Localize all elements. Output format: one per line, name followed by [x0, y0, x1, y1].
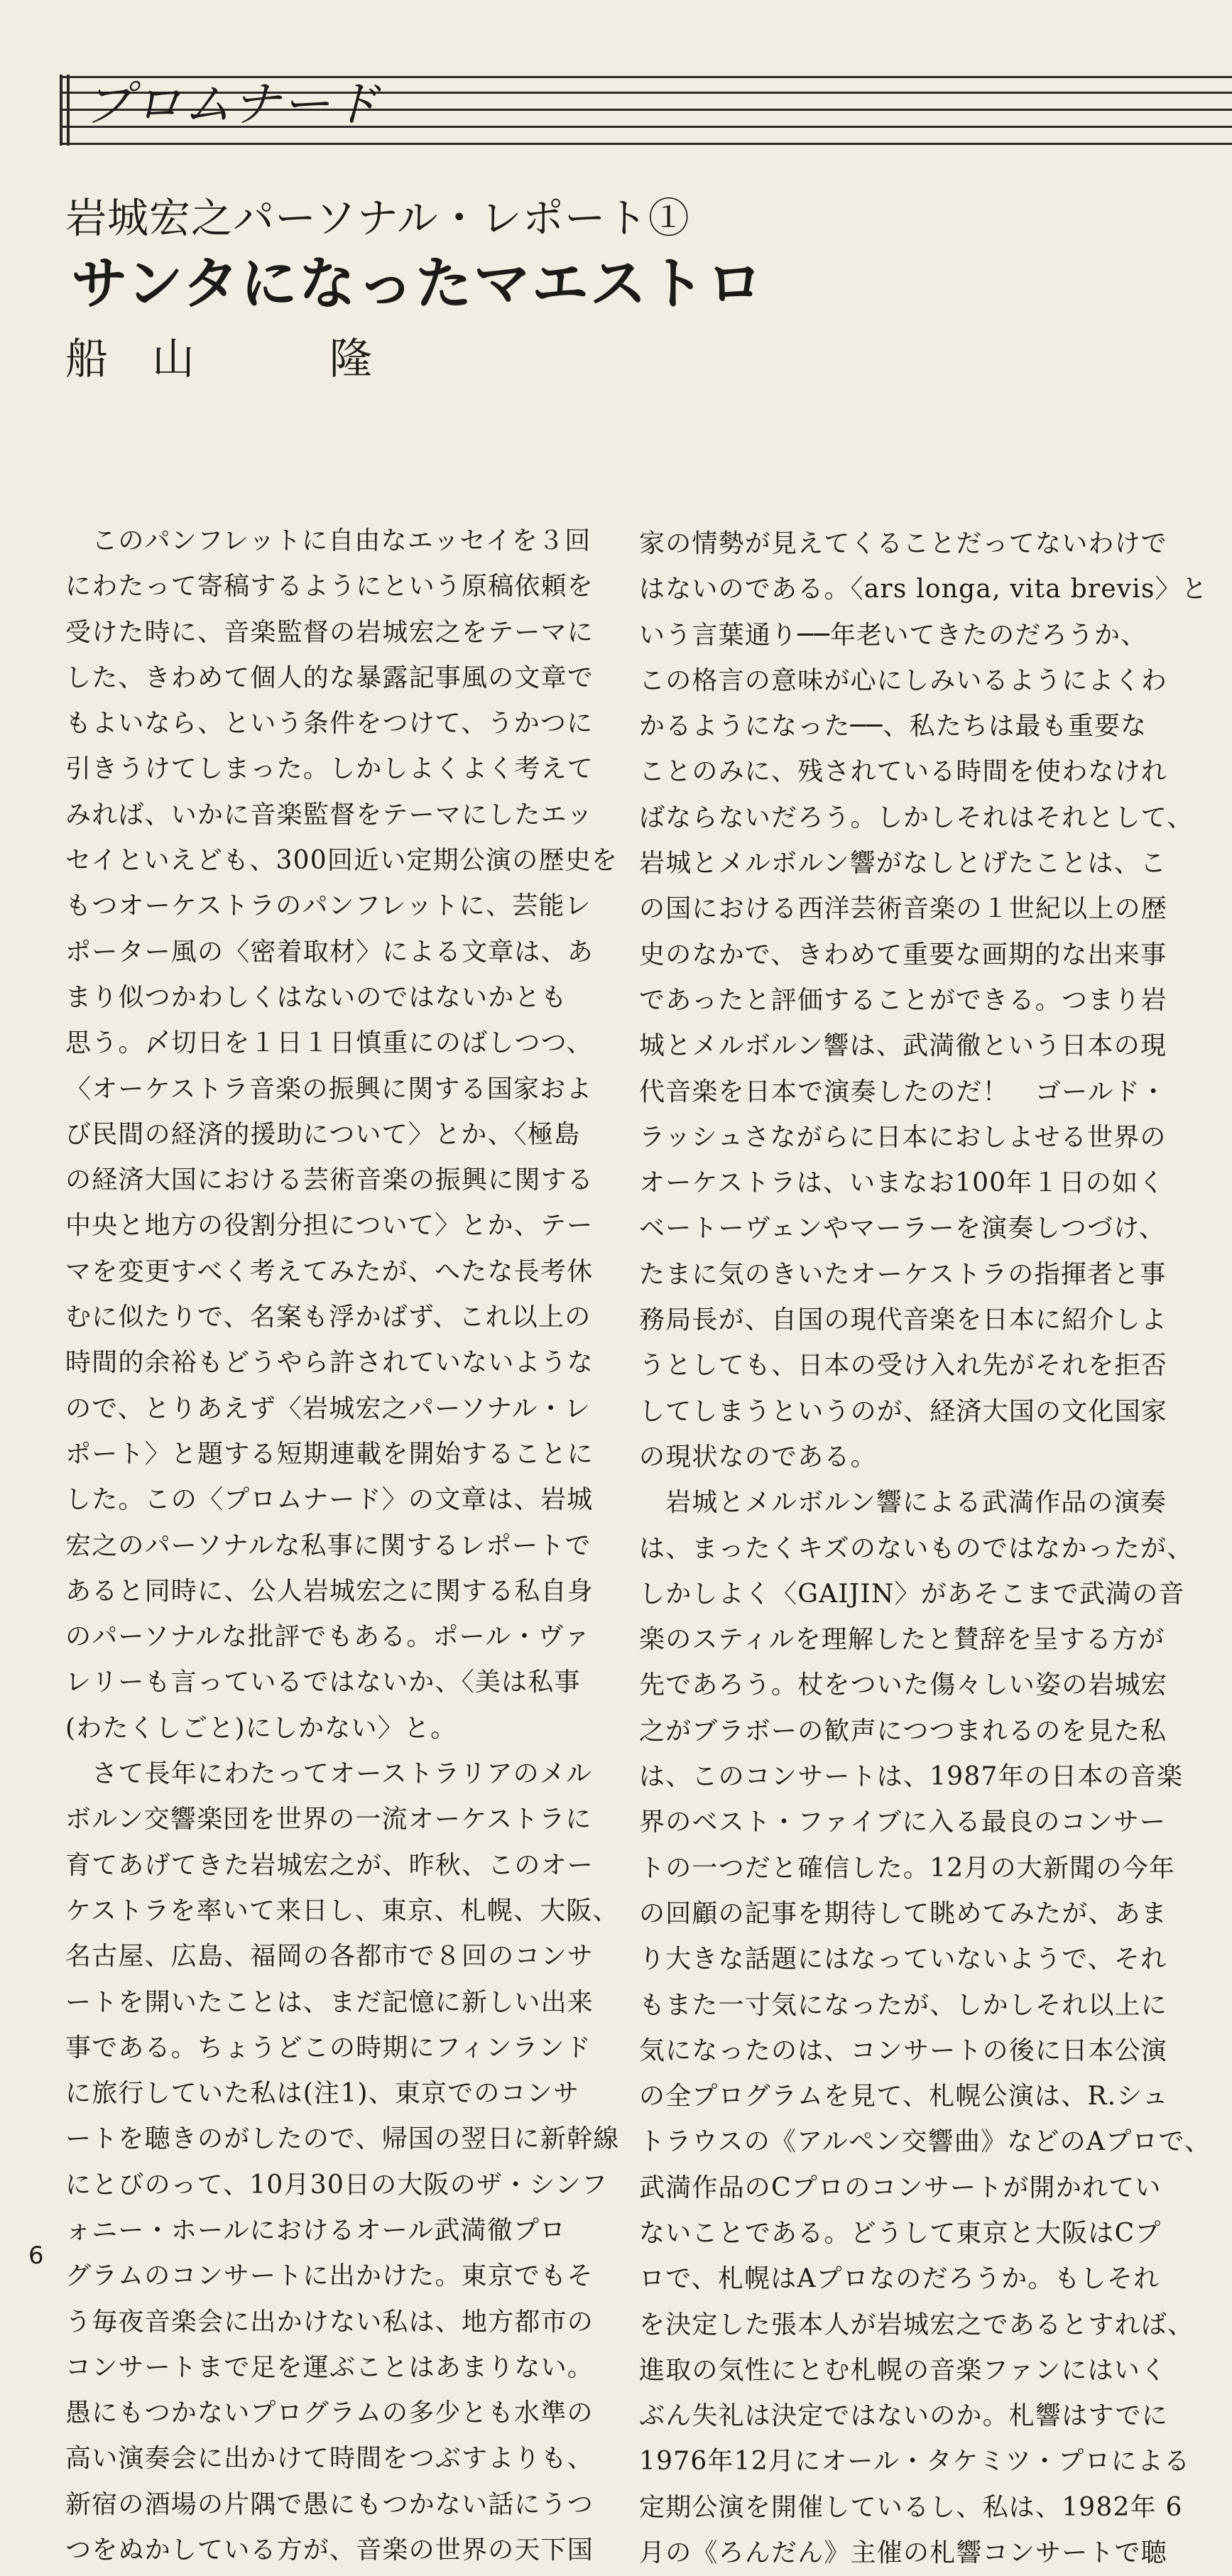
- text-line: 岩城とメルボルン響がなしとげたことは、こ: [639, 849, 1167, 879]
- text-line: かるようになった──、私たちは最も重要な: [639, 712, 1147, 741]
- text-line: の全プログラムを見て、札幌公演は、R.シュ: [639, 2082, 1169, 2112]
- author-name-part: 船: [65, 335, 108, 384]
- text-line: 高い演奏会に出かけて時間をつぶすよりも、: [65, 2444, 594, 2474]
- section-title: プロムナード: [84, 77, 381, 133]
- text-line: ォニー・ホールにおけるオール武満徹プロ: [65, 2215, 567, 2245]
- text-line: を決定した張本人が岩城宏之であるとすれば、: [639, 2310, 1194, 2339]
- text-line: の国における西洋芸術音楽の１世紀以上の歴: [639, 894, 1168, 924]
- text-line: ケストラを率いて来日し、東京、札幌、大阪、: [65, 1896, 619, 1925]
- text-line: り大きな話題にはなっていないようで、それ: [639, 1945, 1167, 1974]
- text-line: 宏之のパーソナルな私事に関するレポートで: [65, 1531, 592, 1560]
- text-line: ポーター風の〈密着取材〉による文章は、あ: [65, 937, 594, 967]
- text-line: 新宿の酒場の片隅で愚にもつかない話にうつ: [65, 2489, 594, 2519]
- text-line: 務局長が、自国の現代音楽を日本に紹介しよ: [639, 1305, 1168, 1335]
- text-line: しかしよく〈GAIJIN〉があそこまで武満の音: [639, 1579, 1185, 1609]
- text-line: もよいなら、という条件をつけて、うかつに: [65, 709, 594, 739]
- text-line: 事である。ちょうどこの時期にフィンランド: [65, 2033, 592, 2063]
- text-line: う毎夜音楽会に出かけない私は、地方都市の: [65, 2307, 594, 2337]
- text-line: にわたって寄稿するようにという原稿依頼を: [65, 572, 594, 602]
- text-line: ラッシュさながらに日本におしよせる世界の: [639, 1122, 1167, 1152]
- text-line: たまに気のきいたオーケストラの指揮者と事: [639, 1259, 1167, 1289]
- text-line: した。この〈プロムナード〉の文章は、岩城: [65, 1485, 594, 1515]
- text-line: 思う。〆切日を１日１日慎重にのばしつつ、: [65, 1028, 593, 1058]
- text-line: の経済大国における芸術音楽の振興に関する: [65, 1165, 594, 1195]
- text-line: ベートーヴェンやマーラーを演奏しつづけ、: [639, 1214, 1166, 1244]
- text-line: セイといえども、300回近い定期公演の歴史を: [65, 846, 618, 876]
- text-line: マを変更すべく考えてみたが、へたな長考休: [65, 1256, 594, 1286]
- text-line: 定期公演を開催しているし、私は、1982年 6: [639, 2492, 1183, 2522]
- text-line: ので、とりあえず〈岩城宏之パーソナル・レ: [65, 1393, 592, 1423]
- text-line: 武満作品のCプロのコンサートが開かれてい: [639, 2173, 1162, 2202]
- text-line: (わたくしごと)にしかない〉と。: [65, 1713, 457, 1743]
- text-line: にとびのって、10月30日の大阪のザ・シンフ: [65, 2170, 609, 2200]
- author-name: [65, 334, 416, 385]
- text-line: 愚にもつかないプログラムの多少とも水準の: [65, 2398, 594, 2428]
- text-line: 〈オーケストラ音楽の振興に関する国家およ: [65, 1074, 593, 1104]
- author-name-part: 山: [152, 335, 195, 384]
- text-line: ポート〉と題する短期連載を開始することに: [65, 1439, 594, 1469]
- text-line: ートを開いたことは、まだ記憶に新しい出来: [65, 1987, 594, 2017]
- text-line: もまた一寸気になったが、しかしそれ以上に: [639, 1990, 1168, 2020]
- text-line: のパーソナルな批評でもある。ポール・ヴァ: [65, 1622, 591, 1652]
- text-line: 先であろう。杖をついた傷々しい姿の岩城宏: [639, 1670, 1168, 1700]
- text-line: 界のベスト・ファイブに入る最良のコンサー: [639, 1808, 1167, 1837]
- text-line: ロで、札幌はAプロなのだろうか。もしそれ: [639, 2264, 1160, 2294]
- body-text-left-column: [65, 518, 620, 2573]
- text-line: ートを聴きのがしたので、帰国の翌日に新幹線: [65, 2124, 620, 2154]
- text-line: さて長年にわたってオーストラリアのメル: [65, 1759, 593, 1789]
- text-line: トの一つだと確信した。12月の大新聞の今年: [639, 1853, 1176, 1883]
- text-line: 城とメルボルン響は、武満徹という日本の現: [639, 1031, 1167, 1061]
- text-line: に旅行していた私は(注1)、東京でのコンサ: [65, 2079, 580, 2109]
- text-line: 代音楽を日本で演奏したのだ！ ゴールド・: [639, 1077, 1167, 1107]
- body-text-right-column: [639, 521, 1211, 2576]
- text-line: び民間の経済的援助について〉とか、〈極島: [65, 1119, 581, 1149]
- text-line: は、このコンサートは、1987年の日本の音楽: [639, 1762, 1184, 1792]
- text-line: グラムのコンサートに出かけた。東京でもそ: [65, 2261, 594, 2291]
- text-line: 受けた時に、音楽監督の岩城宏之をテーマに: [65, 617, 594, 647]
- text-line: トラウスの《アルペン交響曲》などのAプロで、: [639, 2127, 1211, 2157]
- text-line: した、きわめて個人的な暴露記事風の文章で: [65, 663, 594, 692]
- text-line: ボルン交響楽団を世界の一流オーケストラに: [65, 1805, 592, 1835]
- text-line: うとしても、日本の受け入れ先がそれを拒否: [639, 1351, 1168, 1381]
- text-line: の現状なのである。: [639, 1442, 877, 1472]
- text-line: いう言葉通り──年老いてきたのだろうか、: [639, 620, 1147, 650]
- text-line: の回顧の記事を期待して眺めてみたが、あま: [639, 1898, 1168, 1928]
- text-line: してしまうというのが、経済大国の文化国家: [639, 1396, 1168, 1426]
- text-line: まり似つかわしくはないのではないかとも: [65, 982, 567, 1012]
- text-line: レリーも言っているではないか、〈美は私事: [65, 1668, 581, 1697]
- text-line: は、まったくキズのないものではなかったが、: [639, 1533, 1194, 1563]
- text-line: 家の情勢が見えてくることだってないわけで: [639, 529, 1168, 558]
- text-line: 岩城とメルボルン響による武満作品の演奏: [639, 1488, 1167, 1518]
- text-line: 進取の気性にとむ札幌の音楽ファンにはいく: [639, 2355, 1167, 2385]
- text-line: みれば、いかに音楽監督をテーマにしたエッ: [65, 800, 594, 830]
- page-number: 6: [28, 2241, 44, 2270]
- text-line: 気になったのは、コンサートの後に日本公演: [639, 2036, 1168, 2065]
- text-line: ぶん失礼は決定ではないのか。札響はすでに: [639, 2401, 1169, 2431]
- text-line: 時間的余裕もどうやら許されていないような: [65, 1348, 594, 1378]
- text-line: ばならないだろう。しかしそれはそれとして、: [639, 803, 1194, 832]
- article-subtitle: 岩城宏之パーソナル・レポート①: [65, 194, 690, 242]
- text-line: このパンフレットに自由なエッセイを３回: [65, 526, 592, 555]
- author-name-part: 隆: [329, 335, 372, 384]
- text-line: コンサートまで足を運ぶことはあまりない。: [65, 2352, 594, 2382]
- text-line: はないのである。〈ars longa, vita brevis〉と: [639, 575, 1209, 604]
- text-line: むに似たりで、名案も浮かばず、これ以上の: [65, 1303, 592, 1332]
- text-line: ないことである。どうして東京と大阪はCプ: [639, 2218, 1162, 2248]
- text-line: ことのみに、残されている時間を使わなけれ: [639, 757, 1168, 787]
- text-line: あると同時に、公人岩城宏之に関する私自身: [65, 1576, 594, 1606]
- text-line: 1976年12月にオール・タケミツ・プロによる: [639, 2447, 1191, 2477]
- text-line: 月の《ろんだん》主催の札響コンサートで聴: [639, 2538, 1168, 2568]
- text-line: つをぬかしている方が、音楽の世界の天下国: [65, 2536, 594, 2565]
- text-line: 中央と地方の役割分担について〉とか、テー: [65, 1211, 594, 1241]
- text-line: 引きうけてしまった。しかしよくよく考えて: [65, 754, 594, 784]
- text-line: 之がブラボーの歓声につつまれるのを見た私: [639, 1716, 1167, 1746]
- text-line: 名古屋、広島、福岡の各都市で８回のコンサ: [65, 1942, 594, 1972]
- text-line: オーケストラは、いまなお100年１日の如く: [639, 1168, 1165, 1198]
- text-line: であったと評価することができる。つまり岩: [639, 985, 1167, 1015]
- text-line: この格言の意味が心にしみいるようによくわ: [639, 665, 1168, 695]
- text-line: 育てあげてきた岩城宏之が、昨秋、このオー: [65, 1850, 594, 1880]
- text-line: もつオーケストラのパンフレットに、芸能レ: [65, 891, 592, 921]
- article-title: サンタになったマエストロ: [71, 251, 765, 317]
- text-line: 楽のスティルを理解したと賛辞を呈する方が: [639, 1625, 1165, 1655]
- text-line: 史のなかで、きわめて重要な画期的な出来事: [639, 940, 1167, 969]
